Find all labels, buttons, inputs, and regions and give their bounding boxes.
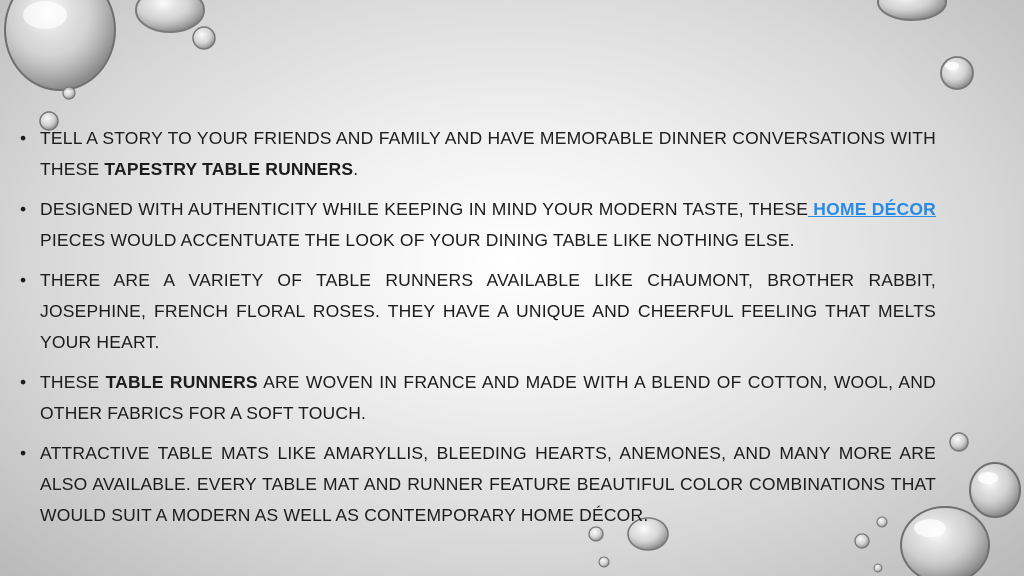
water-drop [878,0,946,20]
bullet-text: TELL A STORY TO YOUR FRIENDS AND FAMILY AND HAVE MEMORABLE DINNER CONVERSATIONS WITH THESE [40,128,936,179]
bullet-dot: • [20,372,27,392]
bullet-text: THERE ARE A VARIETY OF TABLE RUNNERS AVAILABLE LIKE CHAUMONT, BROTHER RABBIT, JOSEPHINE, FRENCH FLORAL ROSES. THEY HAVE A UNIQUE AND CHEERFUL FEELING THAT MELTS YOUR HEART. [40,270,936,352]
bullet-dot: • [20,443,27,463]
bold-text: TAPESTRY TABLE RUNNERS [104,159,354,179]
bullet-dot: • [20,270,27,290]
water-drop [970,463,1020,517]
bullet-text: ATTRACTIVE TABLE MATS LIKE AMARYLLIS, BLEEDING HEARTS, ANEMONES, AND MANY MORE ARE ALSO AVAILABLE. EVERY TABLE MAT AND RUNNER FEATURE BEAUTIFUL COLOR COMBINATIONS THAT WOULD SUIT A MODERN AS WELL AS CONTEMPORARY HOME DÉCOR. [40,443,936,525]
bullet-item [20,367,936,429]
water-drop [874,564,882,572]
bullet-text: ARE WOVEN IN FRANCE AND MADE WITH A BLEND OF COTTON, WOOL, AND OTHER FABRICS FOR A SOFT TOUCH. [40,372,936,423]
water-drop [5,0,115,90]
bullet-text: PIECES WOULD ACCENTUATE THE LOOK OF YOUR DINING TABLE LIKE NOTHING ELSE. [40,230,795,250]
bullet-item [20,194,936,256]
bold-text: TABLE RUNNERS [105,372,258,392]
water-drop [941,57,973,89]
bullet-text: THESE [40,372,106,392]
bullet-item [20,265,936,358]
bullet-dot: • [20,199,27,219]
water-drop [63,87,75,99]
water-drop [599,557,609,567]
water-drop [136,0,204,32]
water-drop [950,433,968,451]
bullet-list [20,123,936,540]
bullet-dot: • [20,128,27,148]
bullet-text: DESIGNED WITH AUTHENTICITY WHILE KEEPING IN MIND YOUR MODERN TASTE, THESE [40,199,809,219]
bullet-item [20,438,936,531]
home-decor-link[interactable]: HOME DÉCOR [808,199,937,219]
water-drop [193,27,215,49]
bullet-text: . [353,159,359,179]
bullet-item [20,123,936,185]
